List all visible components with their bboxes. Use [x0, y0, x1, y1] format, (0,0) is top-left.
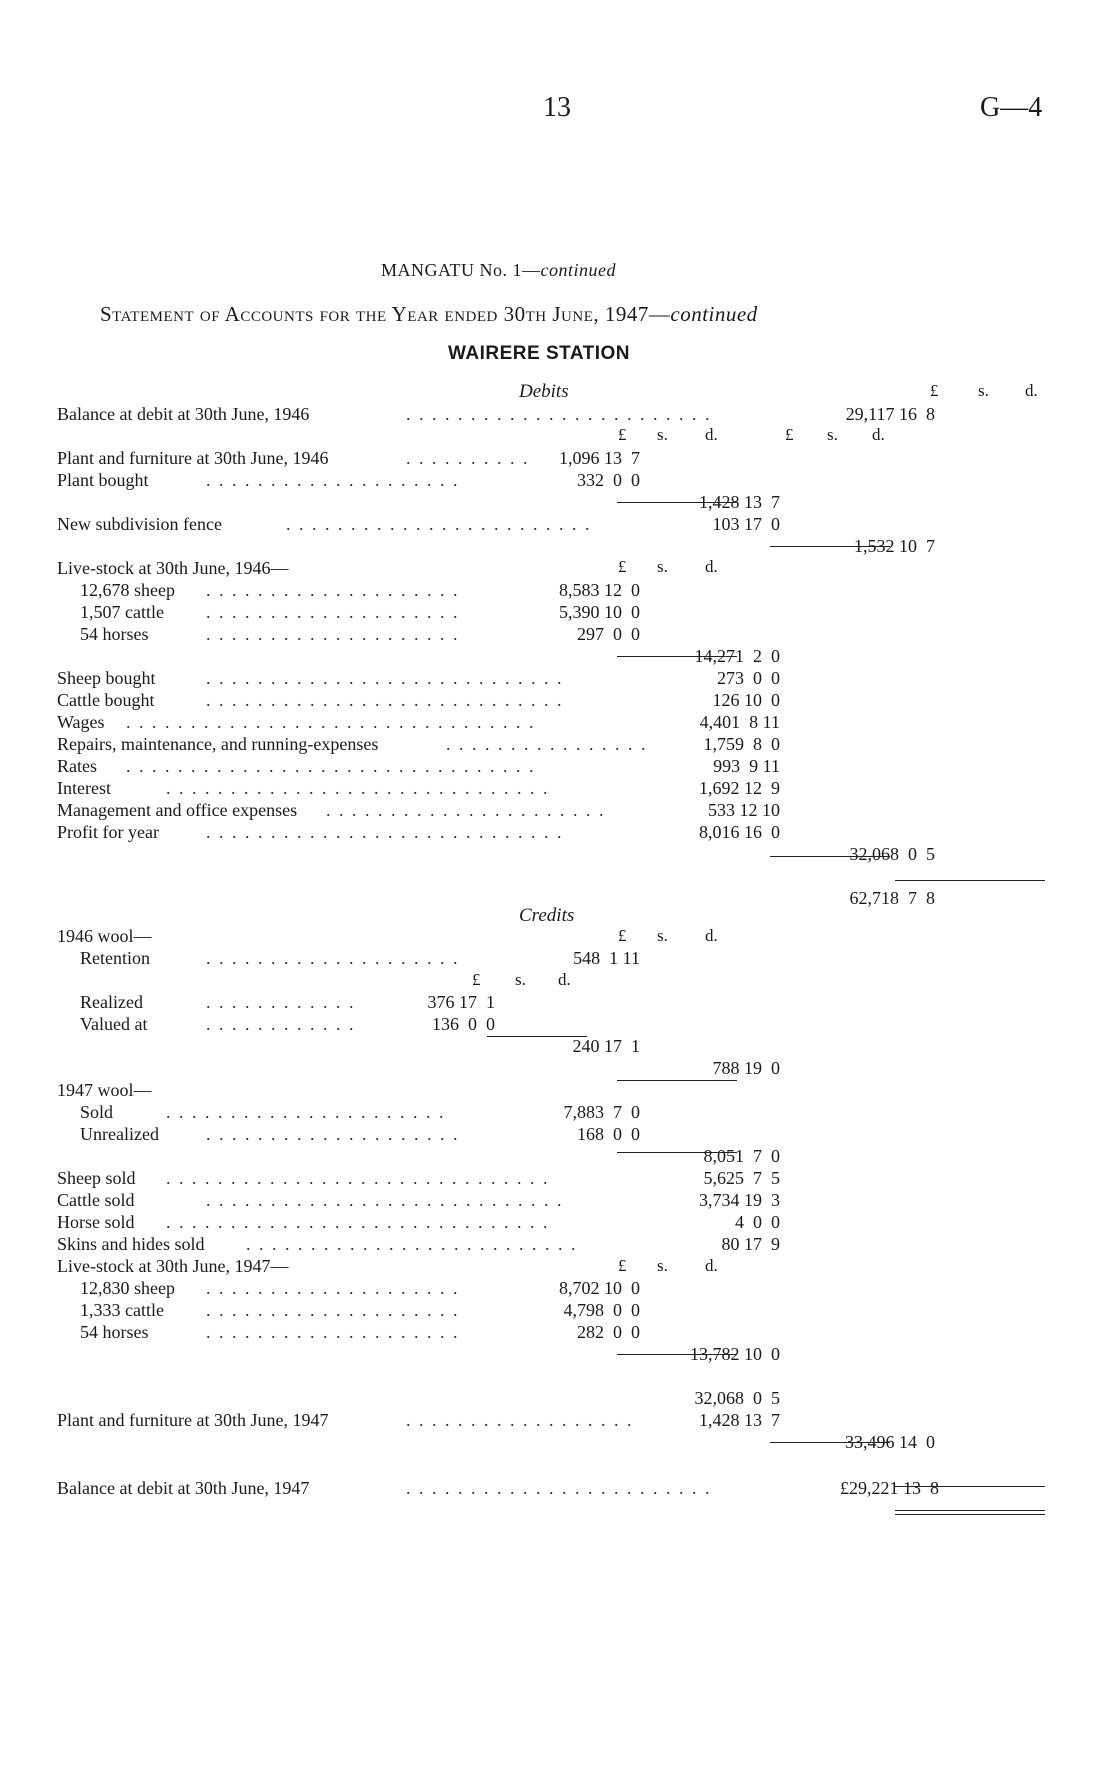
credits-amount: 32,068 0 5 — [694, 1388, 780, 1408]
credits-amount: 5,625 7 5 — [703, 1168, 780, 1188]
document-title — [381, 260, 616, 281]
credits-row — [0, 1344, 1114, 1366]
document-subtitle — [100, 302, 758, 327]
debits-row — [0, 668, 1114, 690]
debits-row — [0, 756, 1114, 778]
debits-amount: 29,117 16 8 — [845, 404, 935, 424]
credits-row-label: Horse sold — [57, 1212, 135, 1232]
sum-rule — [895, 1486, 1045, 1487]
debits-amount: 126 10 0 — [712, 690, 780, 710]
credits-row-label: Sold — [80, 1102, 114, 1122]
debits-amount: 533 12 10 — [708, 800, 780, 820]
dot-leader: . . . . . . . . . . . . . . . . . . — [406, 1410, 634, 1430]
dot-leader: . . . . . . . . . . . . . . . . . . . . . . . . — [286, 514, 592, 534]
dot-leader: . . . . . . . . . . . . . . . . . . . . — [206, 1278, 460, 1298]
currency-header-pound: £ — [472, 970, 481, 989]
credits-amount: 1,428 13 7 — [699, 1410, 780, 1430]
credits-row — [0, 1300, 1114, 1322]
credits-amount: 8,051 7 0 — [703, 1146, 780, 1166]
debits-row-label: Plant bought — [57, 470, 149, 490]
subtitle-text: Statement of Accounts for the Year ended 30th June, 1947— — [100, 302, 671, 326]
debits-row — [0, 404, 1114, 426]
credits-row — [0, 1102, 1114, 1124]
station-name: WAIRERE STATION — [448, 343, 631, 364]
debits-row-label: Wages — [57, 712, 105, 732]
credits-row-label: 1946 wool— — [57, 926, 152, 946]
currency-header-shillings: s. — [657, 1256, 668, 1275]
debits-amount: 8,583 12 0 — [559, 580, 640, 600]
debits-amount: 1,692 12 9 — [699, 778, 780, 798]
sum-rule — [770, 546, 890, 547]
dot-leader: . . . . . . . . . . . . . . . . . . . . — [206, 602, 460, 622]
document-reference: G—4 — [980, 92, 1043, 123]
page-number: 13 — [543, 92, 571, 123]
credits-row — [0, 1256, 1114, 1278]
debits-row-label: Plant and furniture at 30th June, 1946 — [57, 448, 329, 468]
currency-header-pence: d. — [558, 970, 571, 989]
credits-row — [0, 1168, 1114, 1190]
subtitle-continued: continued — [670, 302, 758, 326]
credits-row — [0, 1212, 1114, 1234]
credits-row — [0, 1388, 1114, 1410]
credits-amount: 788 19 0 — [712, 1058, 780, 1078]
credits-amount: 8,702 10 0 — [559, 1278, 640, 1298]
credits-row — [0, 1014, 1114, 1036]
sum-rule — [617, 502, 737, 503]
dot-leader: . . . . . . . . . . . . . . . . . . . . — [206, 948, 460, 968]
currency-header-shillings: s. — [657, 425, 668, 444]
debits-row — [0, 690, 1114, 712]
currency-header-pence: d. — [705, 557, 718, 576]
credits-row-label: 54 horses — [80, 1322, 149, 1342]
debits-row — [0, 800, 1114, 822]
credits-row-label: Skins and hides sold — [57, 1234, 205, 1254]
currency-header-pence: d. — [705, 1256, 718, 1275]
debits-row — [0, 778, 1114, 800]
sum-rule — [770, 1442, 890, 1443]
debits-amount: 32,068 0 5 — [849, 844, 935, 864]
dot-leader: . . . . . . . . . . . . . . . . . . . . . . . . . . . . — [206, 1190, 564, 1210]
credits-row-label: Valued at — [80, 1014, 148, 1034]
credits-row-label: 12,830 sheep — [80, 1278, 175, 1298]
credits-row — [0, 1124, 1114, 1146]
debits-amount: 103 17 0 — [712, 514, 780, 534]
dot-leader: . . . . . . . . . . . . . . . . . . . . . . . . — [406, 1478, 712, 1498]
debits-amount: 4,401 8 11 — [699, 712, 780, 732]
debits-row — [0, 602, 1114, 624]
debits-heading: Debits — [519, 381, 569, 402]
currency-header-pound: £ — [618, 425, 627, 444]
title-continued: continued — [540, 260, 616, 280]
dot-leader: . . . . . . . . . . . . . . . . . . . . . . . . . . . . — [206, 690, 564, 710]
dot-leader: . . . . . . . . . . . . . . . . . . . . . . . . — [406, 404, 712, 424]
debits-row — [0, 822, 1114, 844]
dot-leader: . . . . . . . . . . . . . . . . . . . . — [206, 1322, 460, 1342]
debits-row — [0, 514, 1114, 536]
dot-leader: . . . . . . . . . . . . . . . . . . . . . . — [166, 1102, 446, 1122]
debits-row-label: Live-stock at 30th June, 1946— — [57, 558, 289, 578]
debits-row-label: Management and office expenses — [57, 800, 298, 820]
credits-amount: 282 0 0 — [577, 1322, 640, 1342]
debits-row-label: Cattle bought — [57, 690, 155, 710]
sum-rule — [617, 1080, 737, 1081]
sum-rule — [895, 1514, 1045, 1515]
credits-row-label: Realized — [80, 992, 143, 1012]
debits-amount: 5,390 10 0 — [559, 602, 640, 622]
debits-amount: 8,016 16 0 — [699, 822, 780, 842]
dot-leader: . . . . . . . . . . — [406, 448, 530, 468]
currency-header-shillings: s. — [978, 381, 989, 400]
debits-row — [0, 470, 1114, 492]
credits-row — [0, 926, 1114, 948]
credits-row-label: 1947 wool— — [57, 1080, 152, 1100]
debits-row — [0, 492, 1114, 514]
debits-row — [0, 712, 1114, 734]
dot-leader: . . . . . . . . . . . . . . . . . . . . . . . . . . . . — [206, 668, 564, 688]
currency-header-pound: £ — [618, 1256, 627, 1275]
credits-row — [0, 1146, 1114, 1168]
credits-amount: 80 17 9 — [721, 1234, 780, 1254]
dot-leader: . . . . . . . . . . . . . . . . — [446, 734, 648, 754]
credits-amount: 548 1 11 — [573, 948, 640, 968]
currency-header-pound: £ — [618, 926, 627, 945]
currency-header-pence: d. — [872, 425, 885, 444]
currency-header-pound: £ — [930, 381, 939, 400]
credits-amount: 376 17 1 — [427, 992, 495, 1012]
credits-row — [0, 1278, 1114, 1300]
credits-row — [0, 1322, 1114, 1344]
dot-leader: . . . . . . . . . . . . — [206, 1014, 356, 1034]
credits-amount: 3,734 19 3 — [699, 1190, 780, 1210]
debits-row — [0, 580, 1114, 602]
dot-leader: . . . . . . . . . . . . . . . . . . . . — [206, 1124, 460, 1144]
credits-row-label: Live-stock at 30th June, 1947— — [57, 1256, 289, 1276]
debits-amount: 273 0 0 — [717, 668, 780, 688]
debits-row-label: Profit for year — [57, 822, 159, 842]
debits-row-label: New subdivision fence — [57, 514, 222, 534]
credits-amount: 136 0 0 — [432, 1014, 495, 1034]
debits-row — [0, 448, 1114, 470]
debits-amount: 297 0 0 — [577, 624, 640, 644]
dot-leader: . . . . . . . . . . . . . . . . . . . . . . . . . . . . . . . . — [126, 756, 536, 776]
currency-header-shillings: s. — [657, 557, 668, 576]
sum-rule — [770, 856, 890, 857]
dot-leader: . . . . . . . . . . . . . . . . . . . . . . — [326, 800, 606, 820]
dot-leader: . . . . . . . . . . . . . . . . . . . . . . . . . . — [246, 1234, 578, 1254]
debits-row — [0, 536, 1114, 558]
credits-row-label: Retention — [80, 948, 150, 968]
credits-amount: 33,496 14 0 — [845, 1432, 935, 1452]
credits-row-label: Sheep sold — [57, 1168, 136, 1188]
debits-row-label: 1,507 cattle — [80, 602, 164, 622]
credits-row — [0, 1036, 1114, 1058]
debits-row-label: Interest — [57, 778, 111, 798]
debits-row-label: Repairs, maintenance, and running-expenses — [57, 734, 379, 754]
credits-row-label: 1,333 cattle — [80, 1300, 164, 1320]
credits-row — [0, 1190, 1114, 1212]
credits-heading: Credits — [519, 905, 575, 926]
dot-leader: . . . . . . . . . . . . . . . . . . . . . . . . . . . . — [206, 822, 564, 842]
sum-rule — [487, 1036, 587, 1037]
currency-header-shillings: s. — [515, 970, 526, 989]
credits-amount: 168 0 0 — [577, 1124, 640, 1144]
credits-amount: 7,883 7 0 — [563, 1102, 640, 1122]
dot-leader: . . . . . . . . . . . . . . . . . . . . . . . . . . . . . . — [166, 778, 550, 798]
debits-amount: 1,096 13 7 — [559, 448, 640, 468]
debits-row-label: Sheep bought — [57, 668, 156, 688]
debits-row-label: 12,678 sheep — [80, 580, 175, 600]
debits-row-label: 54 horses — [80, 624, 149, 644]
dot-leader: . . . . . . . . . . . . . . . . . . . . — [206, 1300, 460, 1320]
dot-leader: . . . . . . . . . . . . . . . . . . . . — [206, 624, 460, 644]
credits-row — [0, 1080, 1114, 1102]
credits-row — [0, 948, 1114, 970]
debits-row — [0, 558, 1114, 580]
debits-amount: 1,428 13 7 — [699, 492, 780, 512]
credits-row — [0, 1432, 1114, 1454]
sum-rule — [895, 880, 1045, 881]
currency-header-pence: d. — [705, 425, 718, 444]
credits-row — [0, 1234, 1114, 1256]
sum-rule — [617, 1152, 737, 1153]
debits-row-label: Rates — [57, 756, 97, 776]
debits-row — [0, 734, 1114, 756]
currency-header-pound: £ — [785, 425, 794, 444]
sum-rule — [617, 1354, 737, 1355]
debits-row — [0, 844, 1114, 866]
dot-leader: . . . . . . . . . . . . . . . . . . . . . . . . . . . . . . — [166, 1212, 550, 1232]
debits-row — [0, 646, 1114, 668]
debits-amount: 332 0 0 — [577, 470, 640, 490]
debits-row — [0, 624, 1114, 646]
currency-header-shillings: s. — [827, 425, 838, 444]
dot-leader: . . . . . . . . . . . . — [206, 992, 356, 1012]
credits-row-label: Balance at debit at 30th June, 1947 — [57, 1478, 310, 1498]
currency-header-pound: £ — [618, 557, 627, 576]
credits-amount: 4,798 0 0 — [563, 1300, 640, 1320]
dot-leader: . . . . . . . . . . . . . . . . . . . . — [206, 470, 460, 490]
dot-leader: . . . . . . . . . . . . . . . . . . . . . . . . . . . . . . — [166, 1168, 550, 1188]
debits-amount: 993 9 11 — [713, 756, 780, 776]
credits-row-label: Plant and furniture at 30th June, 1947 — [57, 1410, 329, 1430]
currency-header-pence: d. — [1025, 381, 1038, 400]
debits-amount: 1,532 10 7 — [854, 536, 935, 556]
credits-amount: 4 0 0 — [735, 1212, 780, 1232]
title-text: MANGATU No. 1— — [381, 260, 541, 280]
credits-amount: £29,221 13 8 — [840, 1478, 939, 1498]
debits-amount: 62,718 7 8 — [849, 888, 935, 908]
sum-rule — [617, 656, 737, 657]
dot-leader: . . . . . . . . . . . . . . . . . . . . — [206, 580, 460, 600]
sum-rule — [895, 1510, 1045, 1511]
currency-header-shillings: s. — [657, 926, 668, 945]
debits-amount: 14,271 2 0 — [694, 646, 780, 666]
credits-row — [0, 992, 1114, 1014]
currency-header-pence: d. — [705, 926, 718, 945]
credits-row — [0, 1410, 1114, 1432]
credits-row-label: Unrealized — [80, 1124, 159, 1144]
credits-amount: 13,782 10 0 — [690, 1344, 780, 1364]
dot-leader: . . . . . . . . . . . . . . . . . . . . . . . . . . . . . . . . — [126, 712, 536, 732]
credits-row-label: Cattle sold — [57, 1190, 135, 1210]
credits-row — [0, 1478, 1114, 1500]
credits-amount: 240 17 1 — [572, 1036, 640, 1056]
credits-row — [0, 1058, 1114, 1080]
debits-row — [0, 888, 1114, 910]
debits-row-label: Balance at debit at 30th June, 1946 — [57, 404, 310, 424]
debits-amount: 1,759 8 0 — [703, 734, 780, 754]
